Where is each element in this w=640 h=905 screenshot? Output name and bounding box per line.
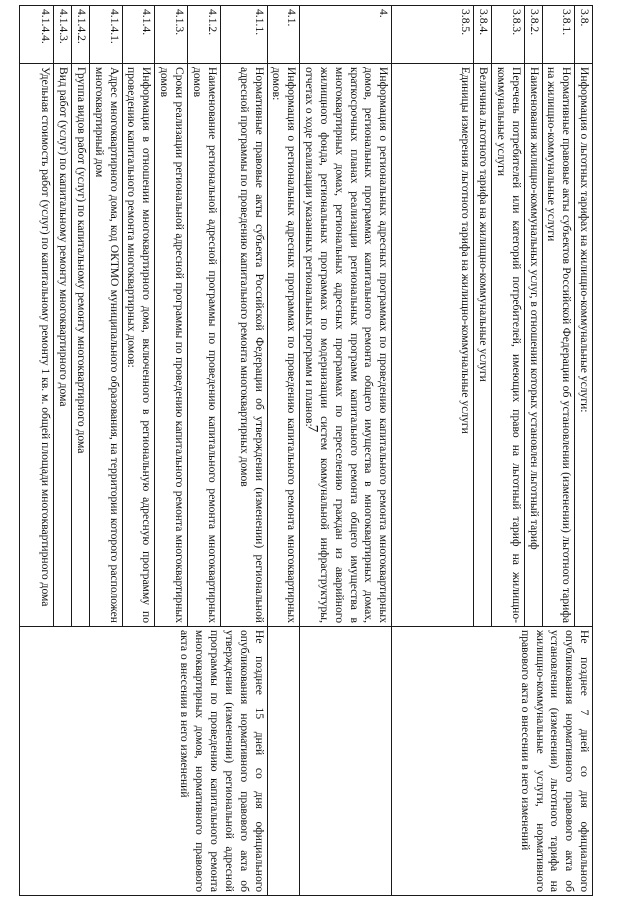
row-description: Удельная стоимость работ (услуг) по капитальному ремонту 1 кв. м. общей площади многоквартирного дома: [20, 64, 54, 627]
row-description: Единицы измерения льготного тарифа на жилищно-коммунальные услуги: [392, 64, 474, 627]
table-row-3-8: [575, 6, 593, 896]
row-number: 3.8.2.: [524, 6, 542, 64]
row-description: Информация в отношении многоквартирного дома, включенного в региональную адресную программу по проведению капитального ремонта многоквартирных домов:: [122, 64, 155, 627]
table-row-4: [300, 6, 392, 896]
row-number: 4.1.: [267, 6, 300, 64]
row-number: 4.1.4.: [122, 6, 155, 64]
row-description: Информация о льготных тарифах на жилищно-коммунальные услуги:: [575, 64, 593, 627]
row-number: 4.1.3.: [155, 6, 188, 64]
row-number: 4.1.4.2.: [72, 6, 90, 64]
row-number: 3.8.: [575, 6, 593, 64]
row-description: Нормативные правовые акты субъектов Российской Федерации об установлении (изменении) льготного тарифа на жилищно-коммунальные услуги: [542, 64, 575, 627]
row-number: 4.1.2.: [187, 6, 220, 64]
row-number: 4.1.4.1.: [89, 6, 122, 64]
row-publication-term: Не позднее 15 дней со дня официального опубликования нормативного правового акта об утверждении (изменении) региональной адресной программы по проведению капитального ремонта многоквартирных домов, нормативного правового акта о внесении в него изменений: [20, 627, 267, 896]
row-description: Адрес многоквартирного дома, код ОКТМО муниципального образования, на территории которого расположен многоквартирный дом: [89, 64, 122, 627]
row-description: Нормативные правовые акты субъекта Российской Федерации об утверждении (изменении) региональной адресной программы по проведению капитального ремонта многоквартирных домов: [220, 64, 267, 627]
table-row-4-1: [267, 6, 300, 896]
row-number: 3.8.3.: [492, 6, 525, 64]
row-description: Наименование региональной адресной программы по проведению капитального ремонта многоквартирных домов: [187, 64, 220, 627]
row-number: 3.8.5.: [392, 6, 474, 64]
page-number: 7: [304, 424, 321, 433]
row-description: Величина льготного тарифа на жилищно-коммунальные услуги: [474, 64, 492, 627]
row-number: 4.1.1.: [220, 6, 267, 64]
row-number: 4.1.4.3.: [54, 6, 72, 64]
row-description: Наименования жилищно-коммунальных услуг, в отношении которых установлен льготный тариф: [524, 64, 542, 627]
row-publication-term: [300, 627, 392, 896]
row-description: Сроки реализации региональной адресной программы по проведению капитального ремонта многоквартирных домов: [155, 64, 188, 627]
row-description: Перечень потребителей или категорий потребителей, имеющих право на льготный тариф на жилищно-коммунальные услуги: [492, 64, 525, 627]
row-description: Информация о региональных адресных программах по проведению капитального ремонта многоквартирных домов:: [267, 64, 300, 627]
row-publication-term: Не позднее 7 дней со дня официального опубликования нормативного правового акта об установлении (изменении) льготного тарифа на жилищно-коммунальные услуги, нормативного правового акта о внесении в него изменений: [392, 627, 593, 896]
row-number: 3.8.1.: [542, 6, 575, 64]
disclosure-table: [19, 5, 593, 896]
row-description: Информация о региональных адресных программах по проведению капитального ремонта многоквартирных домов, региональных программах капитального ремонта общего имущества в многоквартирных домах, краткосрочных планах реализации региональных программ капитального ремонта общего имущества в многоквартирных домах, региональных адресных программах по переселению граждан из аварийного жилищного фонда, региональных программах по модернизации систем коммунальной инфраструктуры, отчетах о ходе реализации указанных региональных программ и планов:: [300, 64, 392, 627]
table-row-4-1-1: [220, 6, 267, 896]
row-description: Вид работ (услуг) по капитальному ремонту многоквартирного дома: [54, 64, 72, 627]
document-sheet: [39, 5, 593, 895]
row-description: Группа видов работ (услуг) по капитальному ремонту многоквартирного дома: [72, 64, 90, 627]
row-publication-term: [267, 627, 300, 896]
row-number: 4.1.4.4.: [20, 6, 54, 64]
row-number: 3.8.4.: [474, 6, 492, 64]
row-number: 4.: [300, 6, 392, 64]
